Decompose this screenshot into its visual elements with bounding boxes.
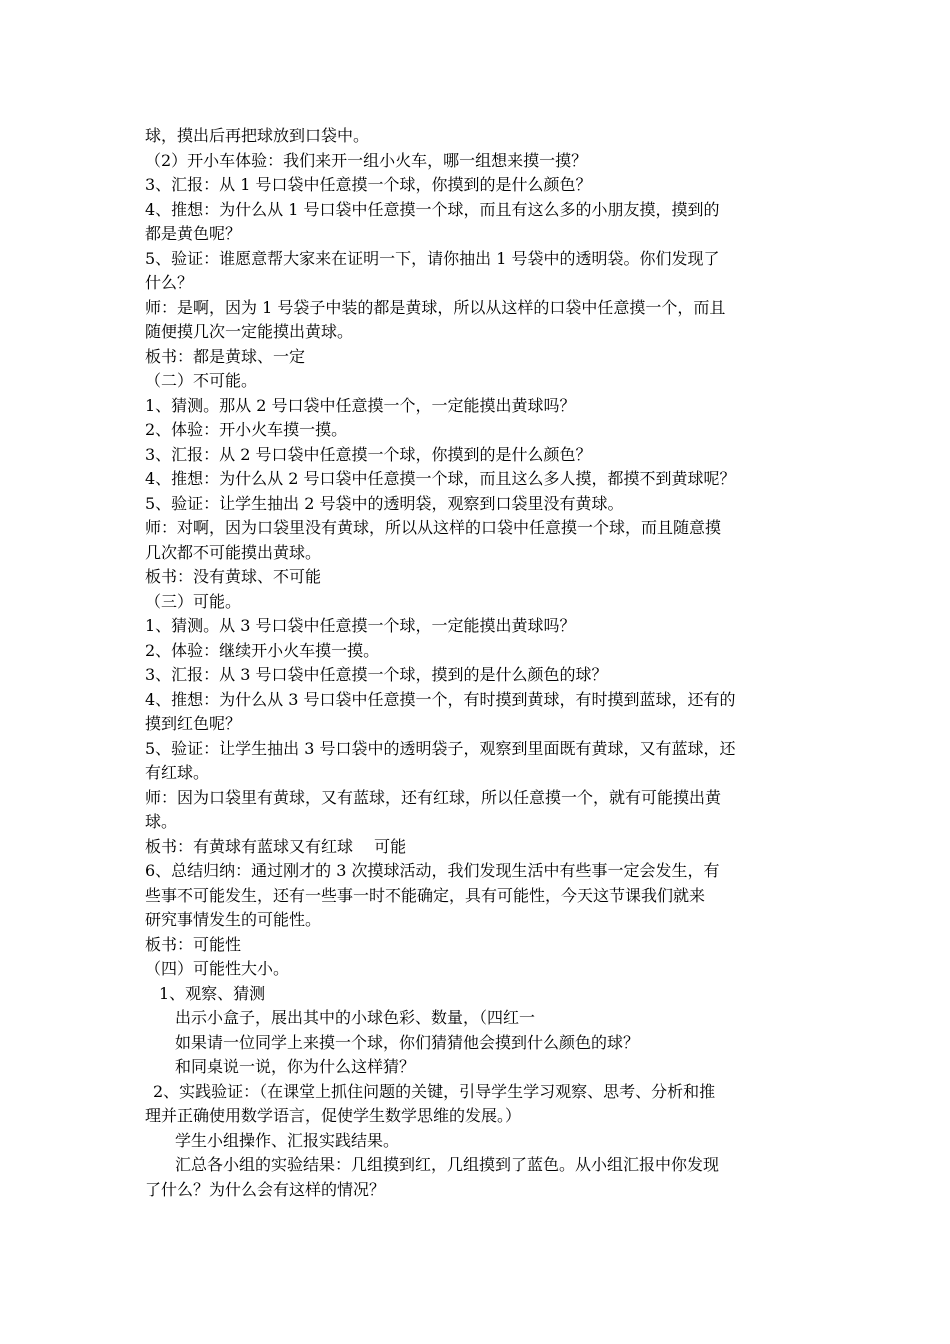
document-body [145, 124, 815, 1202]
text-line: 了什么？为什么会有这样的情况？ [145, 1179, 386, 1199]
text-line: 师：对啊，因为口袋里没有黄球，所以从这样的口袋中任意摸一个球，而且随意摸 [145, 518, 722, 537]
text-line: 1、猜测。那从 2 号口袋中任意摸一个，一定能摸出黄球吗？ [145, 395, 576, 415]
text-line: 和同桌说一说，你为什么这样猜？ [175, 1057, 416, 1076]
text-line: 什么？ [145, 273, 194, 292]
text-line: （2）开小车体验：我们来开一组小火车，哪一组想来摸一摸？ [145, 150, 588, 170]
text-line: 4、推想：为什么从 2 号口袋中任意摸一个球，而且这么多人摸，都摸不到黄球呢？ [145, 469, 736, 488]
text-line: 板书：没有黄球、不可能 [145, 567, 322, 586]
text-line: 汇总各小组的实验结果：几组摸到红，几组摸到了蓝色。从小组汇报中你发现 [175, 1155, 720, 1174]
text-line: 5、验证：谁愿意帮大家来在证明一下，请你抽出 1 号袋中的透明袋。你们发现了 [145, 248, 720, 268]
text-line: 5、验证：让学生抽出 2 号袋中的透明袋，观察到口袋里没有黄球。 [145, 493, 624, 513]
text-line: 如果请一位同学上来摸一个球，你们猜猜他会摸到什么颜色的球？ [175, 1032, 640, 1052]
text-line: 5、验证：让学生抽出 3 号口袋中的透明袋子，观察到里面既有黄球，又有蓝球，还 [145, 738, 736, 758]
text-line: 都是黄色呢？ [145, 224, 242, 243]
section-heading: （三）可能。 [145, 591, 242, 611]
text-line: 师：是啊，因为 1 号袋子中装的都是黄球，所以从这样的口袋中任意摸一个，而且 [145, 297, 726, 317]
text-line: 有红球。 [145, 763, 210, 782]
text-line: 2、实践验证：（在课堂上抓住问题的关键，引导学生学习观察、思考、分析和推 [153, 1081, 716, 1101]
text-line: 2、体验：继续开小火车摸一摸。 [145, 640, 380, 660]
text-line: 板书：可能性 [145, 934, 242, 954]
text-line: 1、观察、猜测 [159, 983, 266, 1003]
text-line: 2、体验：开小火车摸一摸。 [145, 420, 348, 439]
text-line: 1、猜测。从 3 号口袋中任意摸一个球，一定能摸出黄球吗？ [145, 616, 576, 635]
text-line: 板书：都是黄球、一定 [145, 346, 306, 366]
text-line: 4、推想：为什么从 1 号口袋中任意摸一个球，而且有这么多的小朋友摸，摸到的 [145, 199, 720, 219]
text-line: 学生小组操作、汇报实践结果。 [175, 1130, 400, 1150]
text-line: 6、总结归纳：通过刚才的 3 次摸球活动，我们发现生活中有些事一定会发生，有 [145, 861, 720, 880]
text-line: 师：因为口袋里有黄球，又有蓝球，还有红球，所以任意摸一个，就有可能摸出黄 [145, 787, 722, 807]
text-line: 3、汇报：从 3 号口袋中任意摸一个球，摸到的是什么颜色的球？ [145, 665, 608, 684]
text-line: 球，摸出后再把球放到口袋中。 [145, 126, 370, 145]
text-line: 球。 [145, 812, 178, 831]
text-line: 随便摸几次一定能摸出黄球。 [145, 322, 354, 341]
text-line: 3、汇报：从 1 号口袋中任意摸一个球，你摸到的是什么颜色？ [145, 175, 592, 194]
text-line: 些事不可能发生，还有一些事一时不能确定，具有可能性，今天这节课我们就来 [145, 885, 706, 905]
text-line: 4、推想：为什么从 3 号口袋中任意摸一个，有时摸到黄球，有时摸到蓝球，还有的 [145, 689, 736, 709]
text-line: 研究事情发生的可能性。 [145, 910, 322, 929]
text-line: 理并正确使用数学语言，促使学生数学思维的发展。） [145, 1106, 522, 1125]
text-line: 出示小盒子，展出其中的小球色彩、数量，（四红一 [175, 1008, 536, 1027]
text-line: 摸到红色呢？ [145, 714, 242, 733]
section-heading: （四）可能性大小。 [145, 959, 290, 978]
text-line: 3、汇报：从 2 号口袋中任意摸一个球，你摸到的是什么颜色？ [145, 444, 592, 464]
text-line: 几次都不可能摸出黄球。 [145, 542, 322, 562]
section-heading: （二）不可能。 [145, 371, 258, 390]
text-line: 板书：有黄球有蓝球又有红球 可能 [145, 836, 407, 856]
